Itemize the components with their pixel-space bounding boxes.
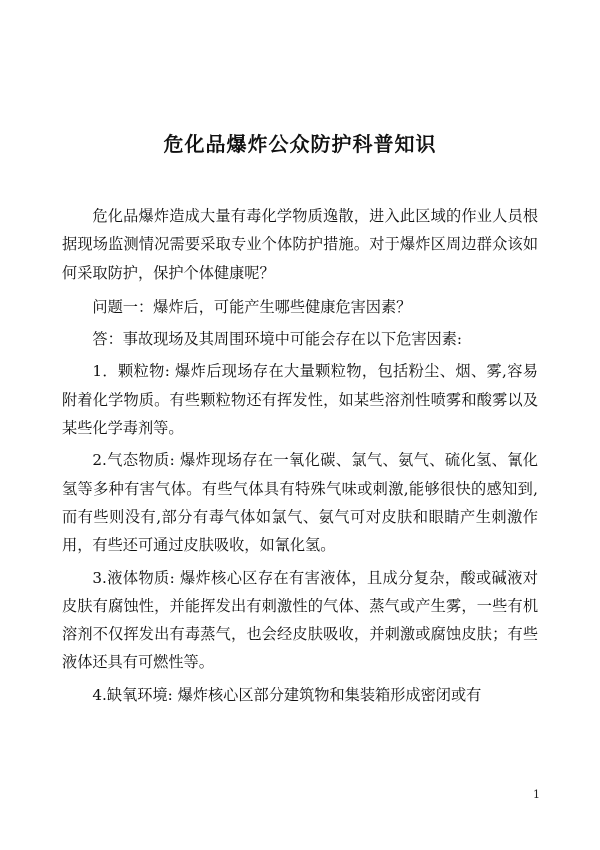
answer-lead: 答：事故现场及其周围环境中可能会存在以下危害因素: bbox=[92, 330, 463, 349]
hazard-gases: 2.气态物质: 爆炸现场存在一氧化碳、氯气、氨气、硫化氢、氰化氢等多种有害气体。有些气体具有特殊气味或刺激,能够很快的感知到,而有些则没有,部分有毒气体如氯气、氨气可对皮肤和眼睛产生刺激作用，有些还可通过皮肤吸收，如氰化氢。 bbox=[62, 451, 538, 555]
question-one: 问题一：爆炸后，可能产生哪些健康危害因素？ bbox=[92, 297, 412, 316]
hazard-liquids: 3.液体物质: 爆炸核心区存在有害液体，且成分复杂，酸或碱液对皮肤有腐蚀性，并能挥发出有刺激性的气体、蒸气或产生雾，一些有机溶剂不仅挥发出有毒蒸气，也会经皮肤吸收，并刺激或腐蚀皮肤；有些液体还具有可燃性等。 bbox=[62, 568, 538, 672]
document-title: 危化品爆炸公众防护科普知识 bbox=[163, 132, 437, 156]
intro-paragraph: 危化品爆炸造成大量有毒化学物质逸散，进入此区域的作业人员根据现场监测情况需要采取专业个体防护措施。对于爆炸区周边群众该如何采取防护，保护个体健康呢？ bbox=[62, 207, 538, 282]
hazard-particulates: 1．颗粒物: 爆炸后现场存在大量颗粒物，包括粉尘、烟、雾,容易附着化学物质。有些颗粒物还有挥发性，如某些溶剂性喷雾和酸雾以及某些化学毒剂等。 bbox=[62, 362, 538, 438]
hazard-hypoxia: 4.缺氧环境: 爆炸核心区部分建筑物和集装箱形成密闭或有 bbox=[92, 685, 482, 704]
page-number: 1 bbox=[533, 788, 540, 801]
document-body bbox=[62, 202, 538, 713]
